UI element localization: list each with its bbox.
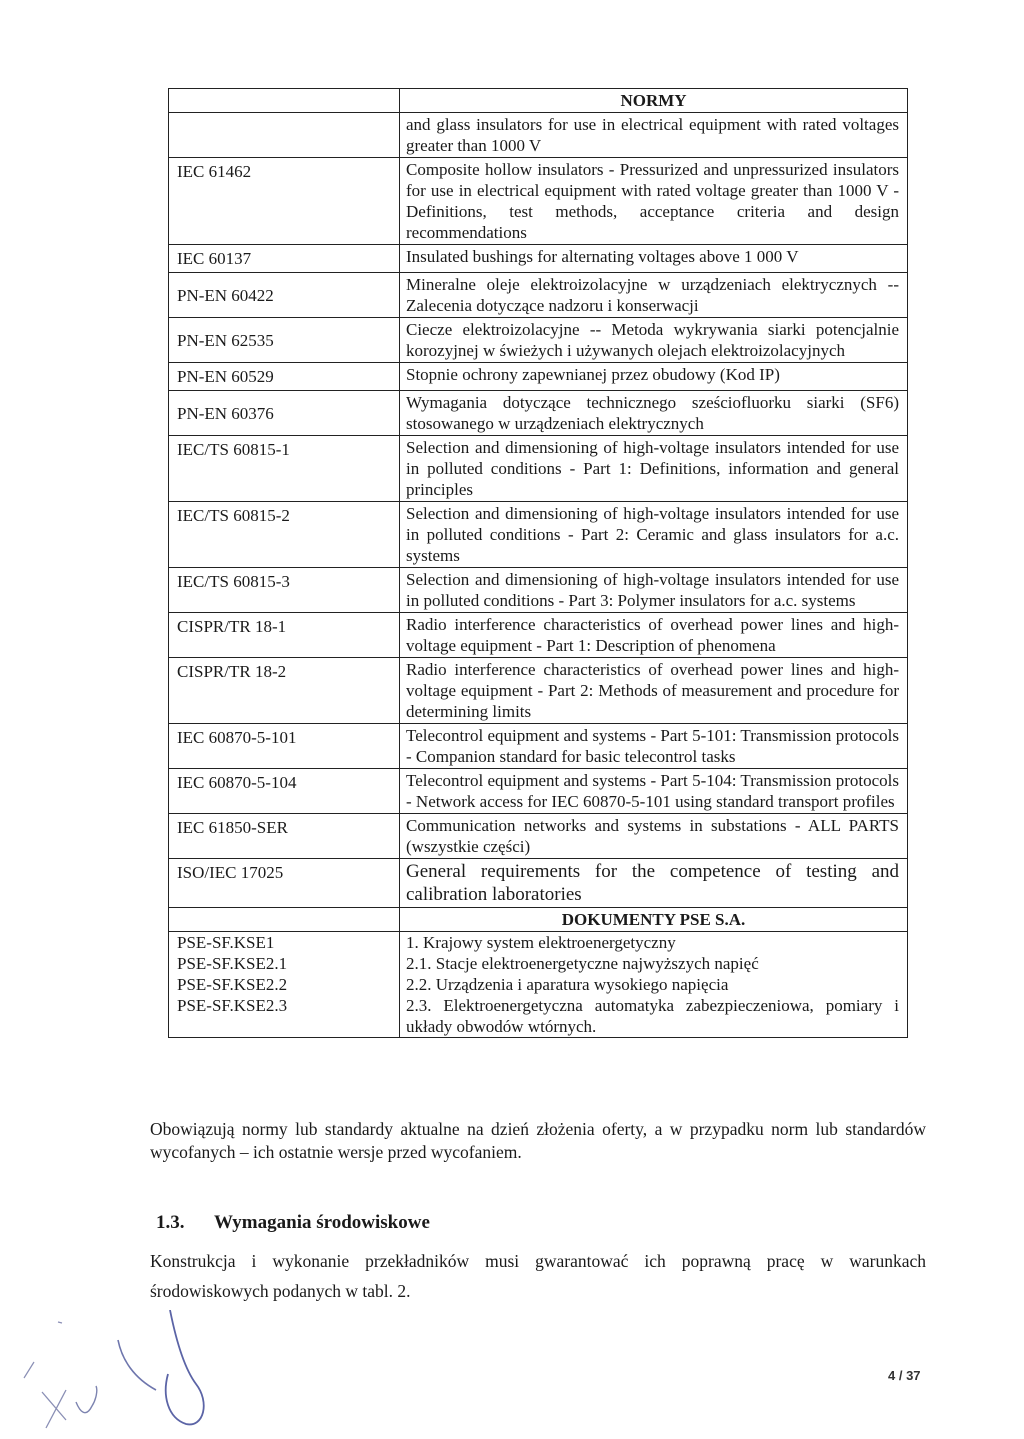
section-number: 1.3. — [156, 1212, 185, 1233]
norm-code: IEC/TS 60815-3 — [169, 568, 400, 613]
table-row — [169, 769, 908, 814]
document-description: 2.3. Elektroenergetyczna automatyka zabezpieczeniowa, pomiary i układy obwodów wtórnych. — [400, 995, 908, 1038]
header-empty-cell — [169, 89, 400, 113]
standards-validity-note: Obowiązują normy lub standardy aktualne na dzień złożenia oferty, a w przypadku norm lub standardów wycofanych – ich ostatnie wersje przed wycofaniem. — [150, 1119, 926, 1162]
norm-code: IEC 61850-SER — [169, 814, 400, 859]
norm-code: IEC 60137 — [169, 245, 400, 273]
norm-description: Selection and dimensioning of high-voltage insulators intended for use in polluted conditions - Part 1: Definitions, information and general principles — [400, 436, 908, 502]
norm-description: Selection and dimensioning of high-voltage insulators intended for use in polluted conditions - Part 3: Polymer insulators for a.c. systems — [400, 568, 908, 613]
norm-description: and glass insulators for use in electrical equipment with rated voltages greater than 1000 V — [400, 113, 908, 158]
document-code: PSE-SF.KSE2.2 — [169, 974, 400, 995]
document-description: 1. Krajowy system elektroenergetyczny — [400, 932, 908, 954]
documents-header-row — [169, 908, 908, 932]
norm-code: ISO/IEC 17025 — [169, 859, 400, 908]
norm-code: PN-EN 60376 — [169, 391, 400, 436]
table-row — [169, 932, 908, 954]
norms-header: NORMY — [400, 89, 908, 113]
norm-code — [169, 113, 400, 158]
table-row — [169, 318, 908, 363]
norm-code: IEC 60870-5-104 — [169, 769, 400, 814]
handwritten-signature — [18, 1310, 218, 1435]
section-body: Konstrukcja i wykonanie przekładników musi gwarantować ich poprawną pracę w warunkach środowiskowych podanych w tabl. 2. — [150, 1251, 926, 1301]
norm-description: Mineralne oleje elektroizolacyjne w urządzeniach elektrycznych -- Zalecenia dotyczące nadzoru i konserwacji — [400, 273, 908, 318]
table-row — [169, 995, 908, 1038]
norm-code: IEC/TS 60815-1 — [169, 436, 400, 502]
table-row — [169, 363, 908, 391]
norm-code: IEC 60870-5-101 — [169, 724, 400, 769]
table-row — [169, 391, 908, 436]
norm-code: IEC/TS 60815-2 — [169, 502, 400, 568]
norm-description: Wymagania dotyczące technicznego sześciofluorku siarki (SF6) stosowanego w urządzeniach elektrycznych — [400, 391, 908, 436]
norm-description: General requirements for the competence of testing and calibration laboratories — [400, 859, 908, 908]
norm-code: PN-EN 62535 — [169, 318, 400, 363]
table-row — [169, 273, 908, 318]
table-row — [169, 724, 908, 769]
table-row — [169, 974, 908, 995]
norm-description: Telecontrol equipment and systems - Part 5-104: Transmission protocols - Network access for IEC 60870-5-101 using standard transport profiles — [400, 769, 908, 814]
norm-code: PN-EN 60422 — [169, 273, 400, 318]
norm-description: Ciecze elektroizolacyjne -- Metoda wykrywania siarki potencjalnie korozyjnej w świeżych i używanych olejach elektroizolacyjnych — [400, 318, 908, 363]
table-row — [169, 502, 908, 568]
norm-description: Telecontrol equipment and systems - Part 5-101: Transmission protocols - Companion standard for basic telecontrol tasks — [400, 724, 908, 769]
norm-code: CISPR/TR 18-1 — [169, 613, 400, 658]
section-title: Wymagania środowiskowe — [214, 1212, 430, 1233]
norm-description: Communication networks and systems in substations - ALL PARTS (wszystkie części) — [400, 814, 908, 859]
page-number: 4 / 37 — [888, 1368, 921, 1383]
table-row — [169, 658, 908, 724]
norm-description: Insulated bushings for alternating voltages above 1 000 V — [400, 245, 908, 273]
table-row — [169, 953, 908, 974]
norm-code: CISPR/TR 18-2 — [169, 658, 400, 724]
document-description: 2.2. Urządzenia i aparatura wysokiego napięcia — [400, 974, 908, 995]
document-code: PSE-SF.KSE2.1 — [169, 953, 400, 974]
table-header-row — [169, 89, 908, 113]
table-row — [169, 613, 908, 658]
norm-description: Radio interference characteristics of overhead power lines and high-voltage equipment - Part 1: Description of phenomena — [400, 613, 908, 658]
table-row — [169, 113, 908, 158]
document-code: PSE-SF.KSE1 — [169, 932, 400, 954]
norm-code: PN-EN 60529 — [169, 363, 400, 391]
norm-description: Composite hollow insulators - Pressurized and unpressurized insulators for use in electrical equipment with rated voltage greater than 1000 V - Definitions, test methods, acceptance criteria and design recommendations — [400, 158, 908, 245]
norm-description: Selection and dimensioning of high-voltage insulators intended for use in polluted conditions - Part 2: Ceramic and glass insulators for a.c. systems — [400, 502, 908, 568]
table-row — [169, 568, 908, 613]
table-row — [169, 436, 908, 502]
header-empty-cell — [169, 908, 400, 932]
table-row — [169, 158, 908, 245]
table-row — [169, 859, 908, 908]
norm-description: Stopnie ochrony zapewnianej przez obudowy (Kod IP) — [400, 363, 908, 391]
table-row — [169, 245, 908, 273]
norm-description: Radio interference characteristics of overhead power lines and high-voltage equipment - Part 2: Methods of measurement and procedure for determining limits — [400, 658, 908, 724]
documents-header: DOKUMENTY PSE S.A. — [400, 908, 908, 932]
table-row — [169, 814, 908, 859]
document-code: PSE-SF.KSE2.3 — [169, 995, 400, 1038]
document-description: 2.1. Stacje elektroenergetyczne najwyższych napięć — [400, 953, 908, 974]
section-heading — [156, 1212, 430, 1234]
norms-table — [168, 88, 908, 1038]
norm-code: IEC 61462 — [169, 158, 400, 245]
